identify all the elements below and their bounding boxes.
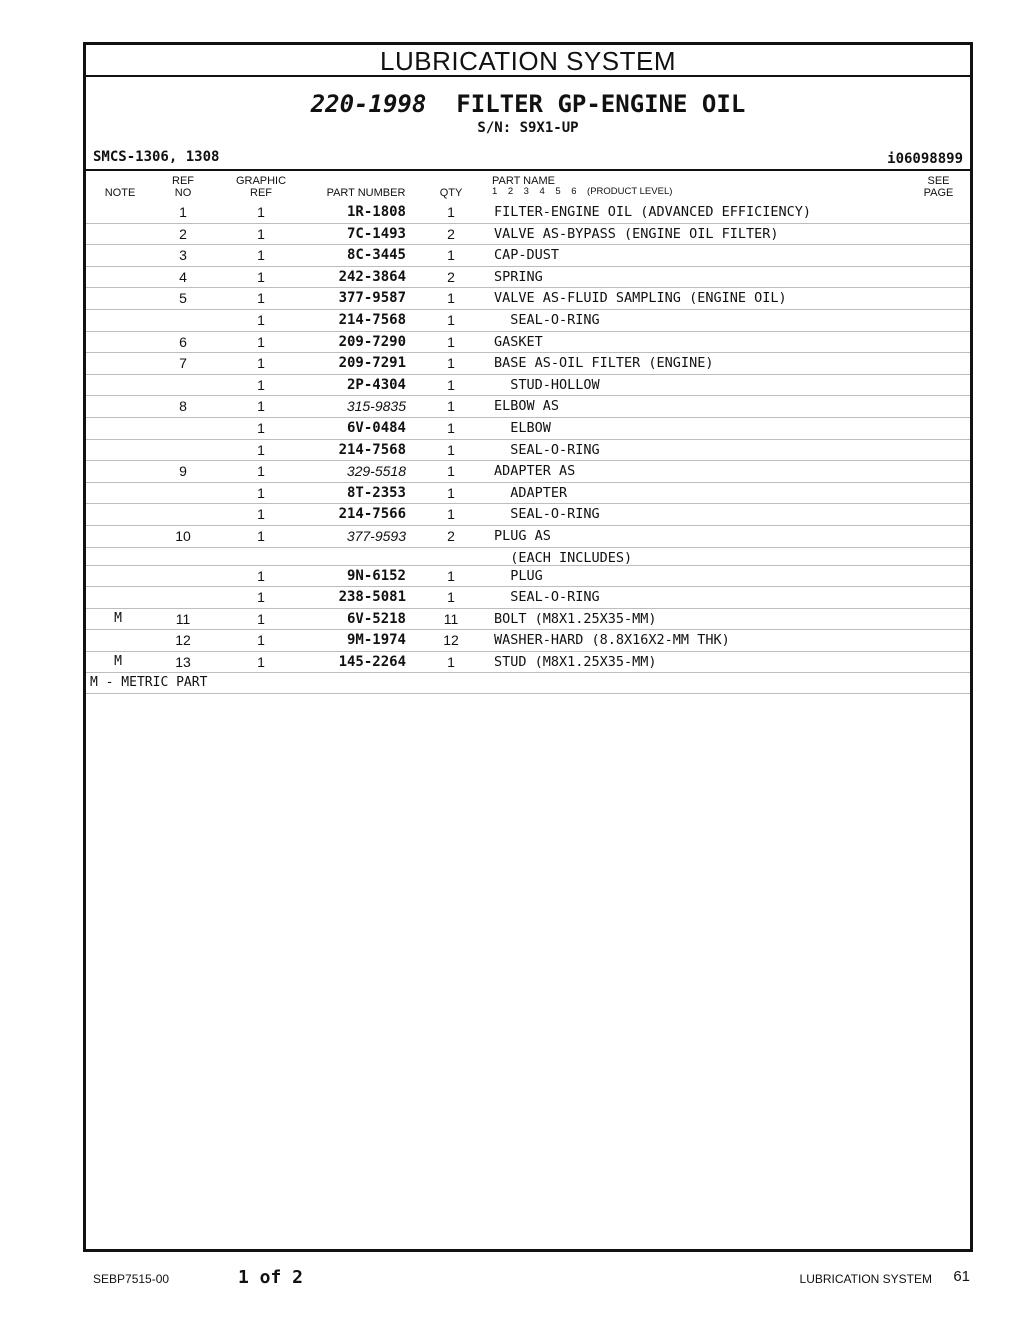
qty-cell: 1 xyxy=(447,398,455,415)
qty-cell: 1 xyxy=(447,204,455,220)
col-graphic-top: GRAPHIC xyxy=(235,175,287,187)
graphic-ref-cell: 1 xyxy=(257,290,265,307)
part-name-cell: GASKET xyxy=(494,333,543,350)
graphic-ref-cell: 1 xyxy=(257,268,265,285)
part-name-cell: PLUG xyxy=(494,567,543,584)
part-name-cell: FILTER-ENGINE OIL (ADVANCED EFFICIENCY) xyxy=(494,204,811,220)
part-name-cell: (EACH INCLUDES) xyxy=(494,549,633,566)
graphic-ref-cell: 1 xyxy=(257,419,265,436)
table-row xyxy=(86,267,970,289)
part-name-cell: STUD-HOLLOW xyxy=(494,376,600,393)
part-name-cell: SEAL-O-RING xyxy=(494,506,600,523)
ref-no-cell: 9 xyxy=(179,463,187,480)
qty-cell: 2 xyxy=(447,268,455,285)
graphic-ref-cell: 1 xyxy=(257,355,265,372)
part-number-cell: 1R-1808 xyxy=(346,204,406,220)
ref-no-cell: 1 xyxy=(179,204,187,220)
qty-cell: 2 xyxy=(447,225,455,242)
part-name-cell: BOLT (M8X1.25X35-MM) xyxy=(494,610,657,627)
note-cell: M xyxy=(114,653,122,669)
qty-cell: 11 xyxy=(443,610,459,627)
part-name-cell: SEAL-O-RING xyxy=(494,311,600,328)
part-number-cell: 214-7568 xyxy=(338,311,406,328)
graphic-ref-cell: 1 xyxy=(257,204,265,220)
part-number-cell: 209-7291 xyxy=(338,355,406,372)
table-row xyxy=(86,440,970,462)
graphic-ref-cell: 1 xyxy=(257,527,265,544)
part-name-cell: SPRING xyxy=(494,268,543,285)
smcs-codes: SMCS-1306, 1308 xyxy=(93,149,220,165)
qty-cell: 1 xyxy=(447,484,455,501)
table-row xyxy=(86,245,970,267)
part-name-cell: SEAL-O-RING xyxy=(494,441,600,458)
table-row xyxy=(86,630,970,652)
col-qty: QTY xyxy=(439,187,463,199)
graphic-ref-cell: 1 xyxy=(257,632,265,649)
table-row xyxy=(86,418,970,440)
col-ref-top: REF xyxy=(172,175,194,187)
ref-no-cell: 6 xyxy=(179,333,187,350)
table-row xyxy=(86,483,970,505)
part-name-cell: SEAL-O-RING xyxy=(494,589,600,606)
qty-cell: 1 xyxy=(447,376,455,393)
qty-cell: 1 xyxy=(447,653,455,670)
col-part-name: PART NAME xyxy=(492,175,555,187)
graphic-ref-cell: 1 xyxy=(257,376,265,393)
part-name-cell: VALVE AS-FLUID SAMPLING (ENGINE OIL) xyxy=(494,290,787,307)
table-row xyxy=(86,310,970,332)
part-number-cell: 242-3864 xyxy=(338,268,406,285)
part-name-cell: ADAPTER AS xyxy=(494,463,576,480)
col-product-level: 1 2 3 4 5 6 (PRODUCT LEVEL) xyxy=(492,186,673,197)
graphic-ref-cell: 1 xyxy=(257,247,265,264)
graphic-ref-cell: 1 xyxy=(257,484,265,501)
ref-no-cell: 3 xyxy=(179,247,187,264)
table-row xyxy=(86,224,970,246)
graphic-ref-cell: 1 xyxy=(257,333,265,350)
group-name: FILTER GP-ENGINE OIL xyxy=(456,90,746,118)
illustration-id: i06098899 xyxy=(887,151,963,167)
metric-legend: M - METRIC PART xyxy=(86,673,970,694)
qty-cell: 1 xyxy=(447,567,455,584)
qty-cell: 1 xyxy=(447,333,455,350)
part-number-cell: 214-7568 xyxy=(338,441,406,458)
note-cell: M xyxy=(114,610,122,626)
graphic-ref-cell: 1 xyxy=(257,567,265,584)
table-row xyxy=(86,375,970,397)
part-name-cell: CAP-DUST xyxy=(494,247,560,264)
part-name-cell: ADAPTER xyxy=(494,484,568,501)
part-number-cell: 214-7566 xyxy=(338,506,406,523)
qty-cell: 1 xyxy=(447,441,455,458)
graphic-ref-cell: 1 xyxy=(257,441,265,458)
graphic-ref-cell: 1 xyxy=(257,225,265,242)
table-row xyxy=(86,461,970,483)
table-row xyxy=(86,526,970,548)
table-row xyxy=(86,332,970,354)
col-see-top: SEE xyxy=(927,175,950,187)
qty-cell: 1 xyxy=(447,419,455,436)
header-rule xyxy=(86,169,970,171)
ref-no-cell: 2 xyxy=(179,225,187,242)
qty-cell: 1 xyxy=(447,355,455,372)
ref-no-cell: 12 xyxy=(175,632,191,649)
parts-list xyxy=(86,202,970,694)
part-number-cell: 377-9587 xyxy=(338,290,406,307)
table-row xyxy=(86,652,970,674)
section-title: LUBRICATION SYSTEM xyxy=(86,45,970,77)
ref-no-cell: 10 xyxy=(175,527,191,544)
part-number-cell: 9M-1974 xyxy=(346,632,406,649)
part-number-cell: 9N-6152 xyxy=(346,567,406,584)
part-number-cell: 6V-0484 xyxy=(346,419,406,436)
ref-no-cell: 5 xyxy=(179,290,187,307)
table-row xyxy=(86,566,970,588)
footer-section: LUBRICATION SYSTEM xyxy=(799,1272,932,1286)
ref-no-cell: 13 xyxy=(175,653,191,670)
qty-cell: 1 xyxy=(447,589,455,606)
graphic-ref-cell: 1 xyxy=(257,610,265,627)
qty-cell: 1 xyxy=(447,506,455,523)
ref-no-cell: 11 xyxy=(175,610,191,627)
col-part-number: PART NUMBER xyxy=(326,187,406,199)
col-ref-bottom: NO xyxy=(174,187,192,199)
serial-number-range: S/N: S9X1-UP xyxy=(477,120,579,136)
ref-no-cell: 7 xyxy=(179,355,187,372)
footer-page-of: 1 of 2 xyxy=(238,1267,304,1288)
qty-cell: 12 xyxy=(443,632,459,649)
part-name-cell: VALVE AS-BYPASS (ENGINE OIL FILTER) xyxy=(494,225,779,242)
part-name-cell: PLUG AS xyxy=(494,527,551,544)
table-row xyxy=(86,396,970,418)
part-number-cell: 8T-2353 xyxy=(346,484,406,501)
graphic-ref-cell: 1 xyxy=(257,653,265,670)
qty-cell: 1 xyxy=(447,463,455,480)
table-row xyxy=(86,288,970,310)
part-name-cell: STUD (M8X1.25X35-MM) xyxy=(494,653,657,670)
part-name-cell: ELBOW xyxy=(494,419,551,436)
part-number-cell: 2P-4304 xyxy=(346,376,406,393)
graphic-ref-cell: 1 xyxy=(257,506,265,523)
part-number-cell: 329-5518 xyxy=(346,463,406,480)
table-row xyxy=(86,353,970,375)
ref-no-cell: 4 xyxy=(179,268,187,285)
footer-document-number: SEBP7515-00 xyxy=(93,1272,170,1286)
parts-page-frame xyxy=(83,42,973,1252)
group-title xyxy=(86,90,970,118)
col-note: NOTE xyxy=(104,187,136,199)
graphic-ref-cell: 1 xyxy=(257,398,265,415)
qty-cell: 1 xyxy=(447,311,455,328)
part-number-cell: 315-9835 xyxy=(346,398,406,415)
group-number: 220-1998 xyxy=(310,90,427,118)
table-row xyxy=(86,202,970,224)
col-see-bottom: PAGE xyxy=(923,187,954,199)
qty-cell: 1 xyxy=(447,290,455,307)
qty-cell: 2 xyxy=(447,527,455,544)
part-name-cell: BASE AS-OIL FILTER (ENGINE) xyxy=(494,355,714,372)
ref-no-cell: 8 xyxy=(179,398,187,415)
footer-page-number: 61 xyxy=(953,1268,970,1285)
graphic-ref-cell: 1 xyxy=(257,463,265,480)
part-number-cell: 6V-5218 xyxy=(346,610,406,627)
table-row xyxy=(86,609,970,631)
table-row xyxy=(86,504,970,526)
part-number-cell: 377-9593 xyxy=(346,527,406,544)
part-number-cell: 7C-1493 xyxy=(346,225,406,242)
col-graphic-bottom: REF xyxy=(250,187,272,199)
part-number-cell: 209-7290 xyxy=(338,333,406,350)
part-name-cell: WASHER-HARD (8.8X16X2-MM THK) xyxy=(494,632,730,649)
qty-cell: 1 xyxy=(447,247,455,264)
part-number-cell: 145-2264 xyxy=(338,653,406,670)
part-name-cell: ELBOW AS xyxy=(494,398,560,415)
table-row xyxy=(86,548,970,566)
part-number-cell: 238-5081 xyxy=(338,589,406,606)
table-row xyxy=(86,587,970,609)
part-number-cell: 8C-3445 xyxy=(346,247,406,264)
graphic-ref-cell: 1 xyxy=(257,589,265,606)
graphic-ref-cell: 1 xyxy=(257,311,265,328)
